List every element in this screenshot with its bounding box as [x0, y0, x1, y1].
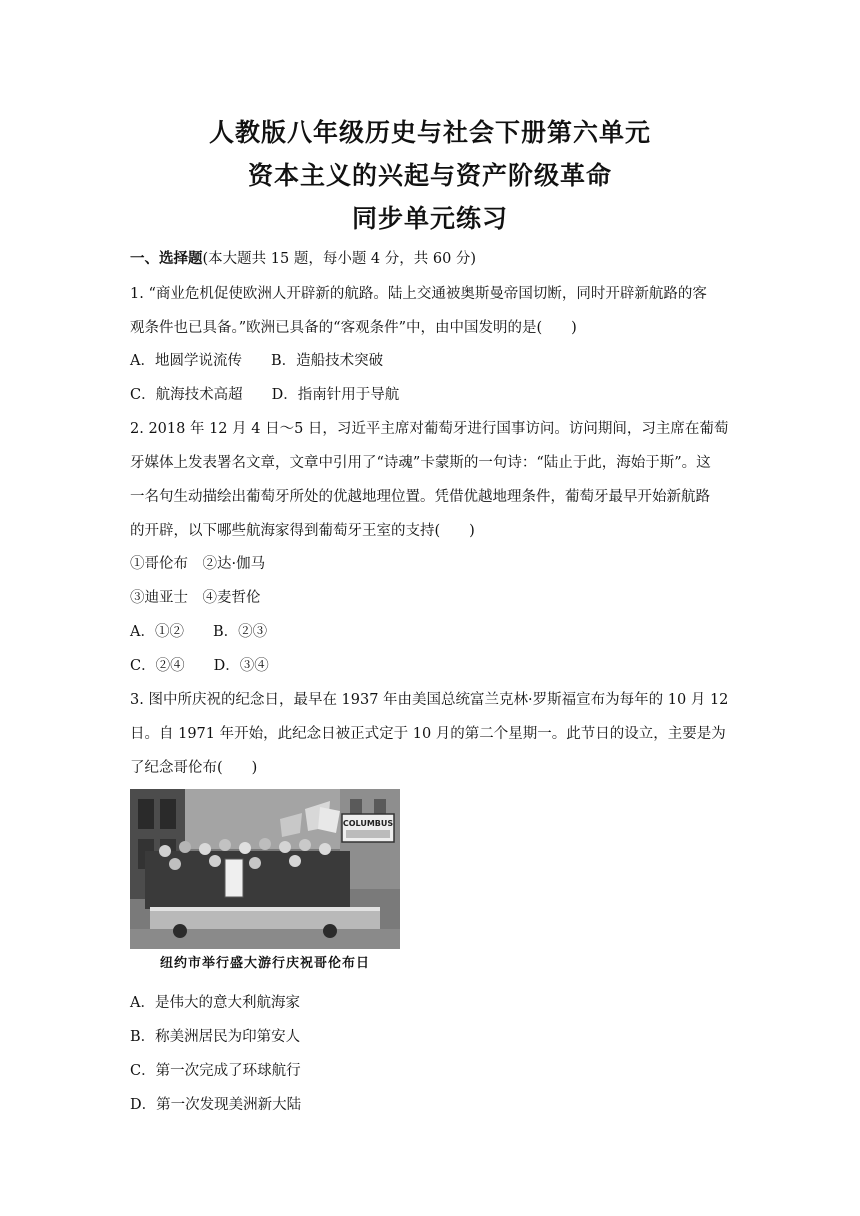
q2-text-line-2: 牙媒体上发表署名文章，文章中引用了“诗魂”卡蒙斯的一句诗：“陆止于此，海始于斯”。这	[130, 455, 711, 471]
document-title-line-3: 同步单元练习	[351, 204, 508, 233]
q2-text-line-4: 的开辟，以下哪些航海家得到葡萄牙王室的支持( )	[130, 523, 475, 539]
q2-option-line-2: C．②④ D．③④	[130, 658, 269, 674]
photo-caption: 纽约市举行盛大游行庆祝哥伦布日	[159, 956, 370, 971]
q3-option-a: A．是伟大的意大利航海家	[130, 995, 300, 1011]
parade-illustration	[130, 789, 400, 949]
q3-option-b: B．称美洲居民为印第安人	[130, 1029, 301, 1045]
document-title-line-1: 人教版八年级历史与社会下册第六单元	[208, 118, 651, 147]
q3-text-line-1: 3. 图中所庆祝的纪念日，最早在 1937 年由美国总统富兰克林·罗斯福宣布为每年的 10 月 12	[130, 692, 729, 708]
q2-option-line-1: A．①② B．②③	[130, 624, 268, 640]
columbus-sign-text: COLUMBUS	[342, 819, 394, 828]
q3-option-c: C．第一次完成了环球航行	[130, 1063, 301, 1079]
columbus-day-parade-photo	[130, 789, 400, 949]
q1-option-line-1: A．地圆学说流传 B．造船技术突破	[130, 353, 384, 369]
q3-option-d: D．第一次发现美洲新大陆	[130, 1097, 302, 1113]
q2-text-line-3: 一名句生动描绘出葡萄牙所处的优越地理位置。凭借优越地理条件，葡萄牙最早开始新航路	[130, 489, 710, 505]
q3-text-line-2: 日。自 1971 年开始，此纪念日被正式定于 10 月的第二个星期一。此节日的设立，主要是为	[130, 726, 726, 742]
q2-text-line-1: 2. 2018 年 12 月 4 日～5 日，习近平主席对葡萄牙进行国事访问。访问期间，习主席在葡萄	[130, 421, 729, 437]
section-heading: 一、选择题	[130, 251, 203, 267]
document-title-line-2: 资本主义的兴起与资产阶级革命	[247, 161, 612, 190]
section-header	[130, 247, 740, 268]
q2-item-line-1: ①哥伦布 ②达·伽马	[130, 556, 266, 572]
q1-option-line-2: C．航海技术高超 D．指南针用于导航	[130, 387, 400, 403]
q3-text-line-3: 了纪念哥伦布( )	[130, 760, 258, 776]
section-note: (本大题共 15 题，每小题 4 分，共 60 分)	[202, 251, 477, 267]
q1-text-line-2: 观条件也已具备。”欧洲已具备的“客观条件”中，由中国发明的是( )	[130, 320, 577, 336]
q1-text-line-1: 1. “商业危机促使欧洲人开辟新的航路。陆上交通被奥斯曼帝国切断，同时开辟新航路的客	[130, 286, 707, 302]
q2-item-line-2: ③迪亚士 ④麦哲伦	[130, 590, 261, 606]
